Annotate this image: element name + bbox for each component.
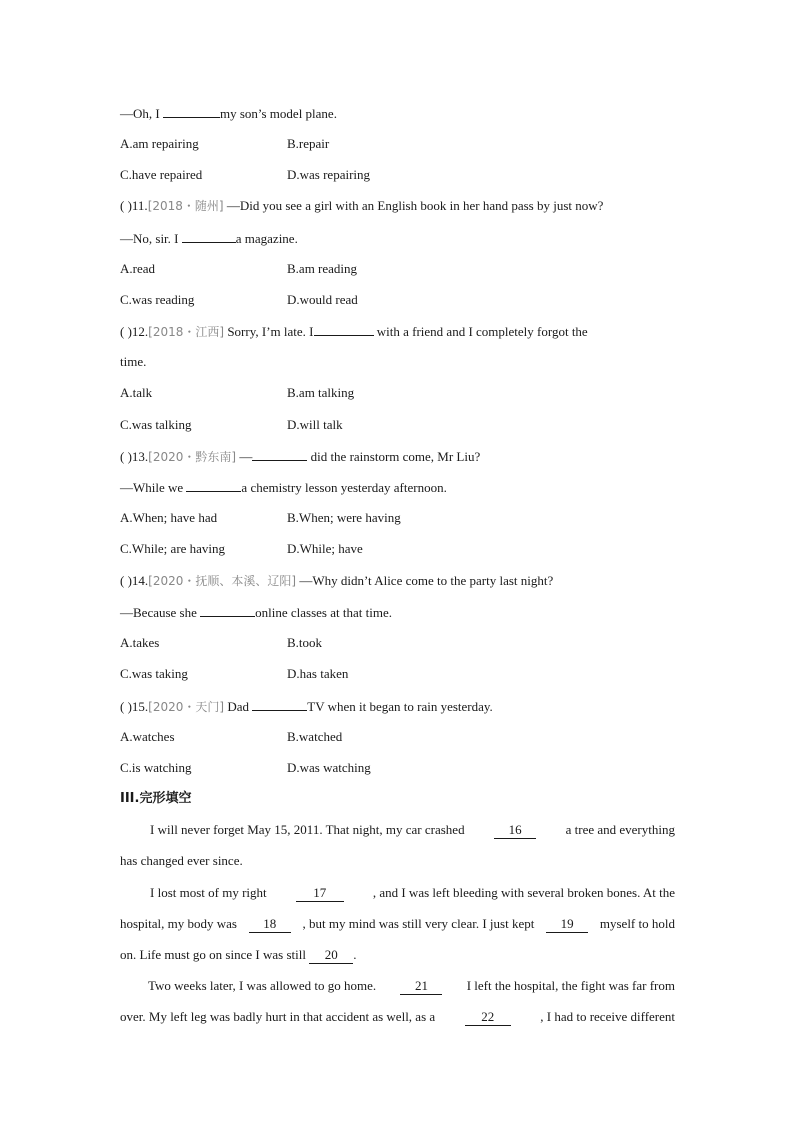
answer-blank[interactable] [163, 105, 220, 118]
answer-paren[interactable]: ( )14. [120, 573, 149, 588]
q11-options-row-2 [120, 292, 675, 308]
cloze-blank-21[interactable]: 21 [400, 978, 442, 995]
q15-options-row-1 [120, 729, 675, 745]
q14-answer-line: —Because she online classes at that time. [120, 605, 392, 620]
option-a[interactable]: A.read [120, 261, 156, 276]
q10-answer-line: —Oh, I my son’s model plane. [120, 106, 337, 121]
cloze-blank-16[interactable]: 16 [494, 822, 536, 839]
option-b[interactable]: B.repair [287, 136, 330, 151]
cloze-blank-20[interactable]: 20 [309, 947, 353, 964]
cloze-blank-17[interactable]: 17 [296, 885, 344, 902]
cloze-blank-18[interactable]: 18 [249, 916, 291, 933]
q12-options-row-1 [120, 385, 675, 401]
option-a[interactable]: A.takes [120, 635, 160, 650]
option-d[interactable]: D.will talk [287, 417, 343, 432]
cloze-p1-line2: has changed ever since. [120, 853, 243, 868]
option-d[interactable]: D.While; have [287, 541, 363, 556]
option-a[interactable]: A.watches [120, 729, 175, 744]
q13-answer-line: —While we a chemistry lesson yesterday afternoon. [120, 480, 447, 495]
option-c[interactable]: C.was reading [120, 292, 195, 307]
cloze-p1-line1: I will never forget May 15, 2011. That night, my car crashed 16 a tree and everything [150, 822, 675, 837]
source-tag: [2020・抚顺、本溪、辽阳] [148, 574, 297, 588]
section-title: III.完形填空 [120, 791, 192, 806]
option-c[interactable]: C.While; are having [120, 541, 226, 556]
cloze-blank-22[interactable]: 22 [465, 1009, 511, 1026]
option-b[interactable]: B.am talking [287, 385, 355, 400]
option-c[interactable]: C.was talking [120, 417, 192, 432]
answer-paren[interactable]: ( )13. [120, 449, 149, 464]
answer-blank[interactable] [186, 479, 241, 492]
q12-question: ( )12.[2018・江西] Sorry, I’m late. I with a friend and I completely forgot the [120, 324, 588, 339]
cloze-p2-line1: I lost most of my right 17 , and I was left bleeding with several broken bones. At the [150, 885, 675, 900]
source-tag: [2020・黔东南] [148, 450, 237, 464]
q12-options-row-2 [120, 417, 675, 433]
option-d[interactable]: D.has taken [287, 666, 349, 681]
option-b[interactable]: B.When; were having [287, 510, 401, 525]
option-b[interactable]: B.watched [287, 729, 343, 744]
q14-options-row-1 [120, 635, 675, 651]
q11-answer-line: —No, sir. I a magazine. [120, 231, 298, 246]
option-b[interactable]: B.took [287, 635, 323, 650]
q10-options-row-1 [120, 136, 675, 152]
q13-question: ( )13.[2020・黔东南] — did the rainstorm come, Mr Liu? [120, 449, 481, 464]
cloze-blank-19[interactable]: 19 [546, 916, 588, 933]
answer-blank[interactable] [200, 604, 255, 617]
option-a[interactable]: A.am repairing [120, 136, 199, 151]
answer-paren[interactable]: ( )11. [120, 198, 148, 213]
answer-paren[interactable]: ( )12. [120, 324, 149, 339]
q11-question: ( )11.[2018・随州] —Did you see a girl with an English book in her hand pass by just now? [120, 198, 604, 213]
answer-blank[interactable] [252, 698, 307, 711]
option-c[interactable]: C.was taking [120, 666, 188, 681]
option-d[interactable]: D.was repairing [287, 167, 371, 182]
source-tag: [2018・江西] [148, 325, 225, 339]
source-tag: [2020・天门] [148, 700, 225, 714]
q15-options-row-2 [120, 760, 675, 776]
option-b[interactable]: B.am reading [287, 261, 358, 276]
option-c[interactable]: C.is watching [120, 760, 192, 775]
option-c[interactable]: C.have repaired [120, 167, 203, 182]
option-a[interactable]: A.talk [120, 385, 153, 400]
q13-options-row-2 [120, 541, 675, 557]
answer-blank[interactable] [252, 448, 307, 461]
q12-question-cont: time. [120, 354, 147, 369]
q14-question: ( )14.[2020・抚顺、本溪、辽阳] —Why didn’t Alice come to the party last night? [120, 573, 554, 588]
cloze-p3-line1: Two weeks later, I was allowed to go home. 21 I left the hospital, the fight was far from [148, 978, 675, 993]
source-tag: [2018・随州] [147, 199, 224, 213]
option-d[interactable]: D.would read [287, 292, 358, 307]
q10-options-row-2 [120, 167, 675, 183]
q13-options-row-1 [120, 510, 675, 526]
answer-paren[interactable]: ( )15. [120, 699, 149, 714]
option-d[interactable]: D.was watching [287, 760, 371, 775]
cloze-p2-line3: on. Life must go on since I was still 20 . [120, 947, 357, 962]
answer-blank[interactable] [314, 323, 374, 336]
cloze-p3-line2: over. My left leg was badly hurt in that accident as well, as a 22 , I had to receive different [120, 1009, 675, 1024]
option-a[interactable]: A.When; have had [120, 510, 218, 525]
q15-question: ( )15.[2020・天门] Dad TV when it began to rain yesterday. [120, 699, 493, 714]
answer-blank[interactable] [182, 230, 236, 243]
q14-options-row-2 [120, 666, 675, 682]
cloze-p2-line2: hospital, my body was 18 , but my mind was still very clear. I just kept 19 myself to hold [120, 916, 675, 931]
q11-options-row-1 [120, 261, 675, 277]
